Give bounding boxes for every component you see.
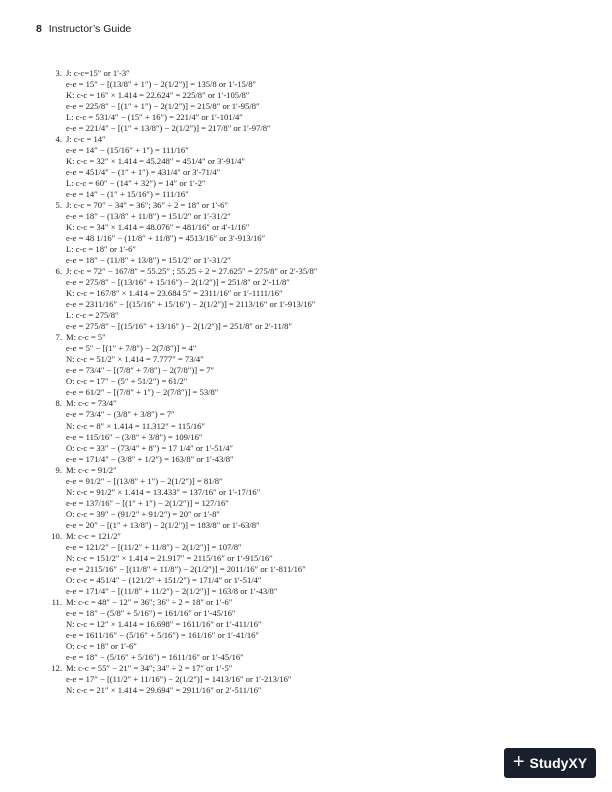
solution-line: J: c-c=15″ or 1′-3″ bbox=[66, 68, 130, 78]
solution-line: J: c-c = 72″ − 167/8″ = 55.25″ ; 55.25 ÷ 2 = 27.625″ = 275/8″ or 2′-35/8″ bbox=[66, 266, 318, 277]
problem-number: 4. bbox=[55, 134, 62, 145]
problem-block bbox=[48, 597, 568, 663]
problem-block bbox=[48, 266, 568, 332]
solution-line: e-e = 221/4″ − [(1″ + 13/8″) − 2(1/2″)] = 217/8″ or 1′-97/8″ bbox=[66, 123, 271, 134]
problem-first-line bbox=[48, 531, 568, 542]
solution-line: e-e = 91/2″ − [(13/8″ + 1″) − 2(1/2″)] = 81/8″ bbox=[66, 475, 223, 486]
solution-line: N: c-c = 21″ × 1.414 = 29.694″ = 2911/16″ or 2′-511/16″ bbox=[66, 684, 262, 695]
problem-block bbox=[48, 465, 568, 531]
solution-line: O: c-c = 18″ or 1′-6″ bbox=[66, 640, 137, 651]
solution-line: N: c-c = 51/2″ × 1.414 = 7.777″ = 73/4″ bbox=[66, 354, 204, 365]
problem-first-line bbox=[48, 663, 568, 674]
solution-line: L: c-c = 18″ or 1′-6″ bbox=[66, 244, 136, 255]
solution-line: K: c-c = 32″ × 1.414 = 45.248″ = 451/4″ or 3′-91/4″ bbox=[66, 156, 246, 167]
solution-line: M: c-c = 5″ bbox=[66, 332, 106, 343]
problem-block bbox=[48, 68, 568, 134]
solution-line: M: c-c = 121/2″ bbox=[66, 530, 121, 541]
problem-number: 6. bbox=[55, 266, 62, 277]
solution-line: e-e = 18″ − (5/8″ + 5/16″) = 161/16″ or 1′-45/16″ bbox=[66, 607, 236, 618]
solution-line: e-e = 15″ − [(13/8″ + 1″) − 2(1/2″)] = 135/8 or 1′-15/8″ bbox=[66, 79, 257, 90]
problem-number: 11. bbox=[51, 596, 62, 607]
solution-line: N: c-c = 91/2″ × 1.414 = 13.433″ = 137/16″ or 1′-17/16″ bbox=[66, 486, 261, 497]
solution-line: e-e = 48 1/16″ − (11/8″ + 11/8″) = 4513/16″ or 3′-913/16″ bbox=[66, 233, 266, 244]
solution-line: e-e = 18″ − (11/8″ + 13/8″) = 151/2″ or 1′-31/2″ bbox=[66, 255, 231, 266]
problem-number: 7. bbox=[55, 332, 62, 343]
problem-block bbox=[48, 134, 568, 200]
studyxy-badge[interactable] bbox=[504, 748, 596, 778]
solution-line: N: c-c = 8″ × 1.414 = 11.312″ = 115/16″ bbox=[66, 420, 206, 431]
problem-first-line bbox=[48, 266, 568, 277]
solution-line: J: c-c = 70″ − 34″ = 36″; 36″ ÷ 2 = 18″ or 1′-6″ bbox=[66, 200, 229, 211]
problem-block bbox=[48, 531, 568, 597]
solution-line: e-e = 171/4″ − [(11/8″ + 11/2″) − 2(1/2″)] = 163/8 or 1′-43/8″ bbox=[66, 585, 278, 596]
solution-line: O: c-c = 33″ − (73/4″ + 8″) = 17 1/4″ or 1′-51/4″ bbox=[66, 442, 234, 453]
solution-line: e-e = 115/16″ − (3/8″ + 3/8″) = 109/16″ bbox=[66, 431, 203, 442]
solution-line: e-e = 171/4″ − (3/8″ + 1/2″) = 163/8″ or 1′-43/8″ bbox=[66, 453, 234, 464]
problem-first-line bbox=[48, 134, 568, 145]
solution-line: L: c-c = 275/8″ bbox=[66, 310, 119, 321]
solution-line: e-e = 275/8″ − [(15/16″ + 13/16″ ) − 2(1/2″)] = 251/8″ or 2′-11/8″ bbox=[66, 321, 293, 332]
solution-line: L: c-c = 531/4″ − (15″ + 16″) = 221/4″ or 1′-101/4″ bbox=[66, 112, 243, 123]
solution-line: M: c-c = 73/4″ bbox=[66, 398, 117, 409]
solution-line: e-e = 73/4″ − [(7/8″ + 7/8″) − 2(7/8″)] = 7″ bbox=[66, 365, 215, 376]
problem-first-line bbox=[48, 200, 568, 211]
solution-line: K: c-c = 34″ × 1.414 = 48.076″ = 481/16″ or 4′-1/16″ bbox=[66, 222, 250, 233]
problem-number: 10. bbox=[51, 530, 62, 541]
solution-line: J: c-c = 14″ bbox=[66, 134, 106, 145]
solution-line: e-e = 451/4″ − (1″ + 1″) = 431/4″ or 3′-71/4″ bbox=[66, 167, 221, 178]
solution-line: O: c-c = 39″ − (91/2″ + 91/2″) = 20″ or 1′-8″ bbox=[66, 508, 220, 519]
solution-line: e-e = 18″ − (5/16″ + 5/16″) = 1611/16″ or 1′-45/16″ bbox=[66, 651, 244, 662]
solution-line: e-e = 2115/16″ − [(11/8″ + 11/8″) − 2(1/2″)] = 2011/16″ or 1′-811/16″ bbox=[66, 563, 306, 574]
problem-number: 5. bbox=[55, 200, 62, 211]
solution-line: M: c-c = 48″ − 12″ = 36″; 36″ ÷ 2 = 18″ or 1′-6″ bbox=[66, 596, 233, 607]
problem-first-line bbox=[48, 68, 568, 79]
problem-number: 8. bbox=[55, 398, 62, 409]
solution-line: K: c-c = 167/8″ × 1.414 = 23.684 5″ = 2311/16″ or 1′-1111/16″ bbox=[66, 288, 283, 299]
problem-block bbox=[48, 398, 568, 464]
solution-line: O: c-c = 451/4″ − (121/2″ + 151/2″) = 171/4″ or 1′-51/4″ bbox=[66, 574, 262, 585]
solution-line: e-e = 18″ − (13/8″ + 11/8″) = 151/2″ or 1′-31/2″ bbox=[66, 211, 231, 222]
problem-number: 9. bbox=[55, 464, 62, 475]
solution-line: e-e = 121/2″ − [(11/2″ + 11/8″) − 2(1/2″)] = 107/8″ bbox=[66, 541, 242, 552]
solution-line: e-e = 275/8″ − [(13/16″ + 15/16″) − 2(1/2″)] = 251/8″ or 2′-11/8″ bbox=[66, 277, 290, 288]
solution-line: e-e = 17″ − [(11/2″ + 11/16″) − 2(1/2″)] = 1413/16″ or 1′-213/16″ bbox=[66, 673, 292, 684]
solutions-list bbox=[48, 68, 568, 696]
solution-line: e-e = 14″ − (15/16″ + 1″) = 111/16″ bbox=[66, 145, 189, 156]
badge-label: StudyXY bbox=[529, 755, 588, 771]
solution-line: e-e = 225/8″ − [(1″ + 1″) − 2(1/2″)] = 215/8″ or 1′-95/8″ bbox=[66, 101, 260, 112]
plus-icon: + bbox=[512, 751, 525, 773]
problem-block bbox=[48, 663, 568, 696]
problem-number: 12. bbox=[51, 662, 62, 673]
problem-block bbox=[48, 200, 568, 266]
solution-line: e-e = 14″ − (1″ + 15/16″) = 111/16″ bbox=[66, 189, 189, 200]
solution-line: O: c-c = 17″ − (5″ + 51/2″) = 61/2″ bbox=[66, 376, 188, 387]
solution-line: M: c-c = 91/2″ bbox=[66, 464, 117, 475]
problem-block bbox=[48, 332, 568, 398]
solution-line: N: c-c = 151/2″ × 1.414 = 21.917″ = 2115/16″ or 1′-915/16″ bbox=[66, 552, 273, 563]
solution-line: e-e = 73/4″ − (3/8″ + 3/8″) = 7″ bbox=[66, 409, 175, 420]
solution-line: M: c-c = 55″ − 21″ = 34″; 34″ ÷ 2 = 17″ or 1′-5″ bbox=[66, 662, 233, 673]
page-number: 8 bbox=[36, 23, 42, 35]
solution-line: L: c-c = 60″ − (14″ + 32″) = 14″ or 1′-2″ bbox=[66, 178, 206, 189]
solution-line: e-e = 2311/16″ − [(15/16″ + 15/16″) − 2(1/2″)] = 2113/16″ or 1′-913/16″ bbox=[66, 299, 316, 310]
problem-first-line bbox=[48, 332, 568, 343]
solution-line: e-e = 61/2″ − [(7/8″ + 1″) − 2(7/8″)] = 53/8″ bbox=[66, 387, 219, 398]
solution-line: e-e = 5″ − [(1″ + 7/8″) − 2(7/8″)] = 4″ bbox=[66, 343, 197, 354]
problem-first-line bbox=[48, 465, 568, 476]
solution-line: e-e = 137/16″ − [(1″ + 1″) − 2(1/2″)] = 127/16″ bbox=[66, 497, 229, 508]
page-header bbox=[36, 23, 131, 35]
problem-first-line bbox=[48, 597, 568, 608]
problem-first-line bbox=[48, 398, 568, 409]
solution-line: e-e = 20″ − [(1″ + 13/8″) − 2(1/2″)] = 183/8″ or 1′-63/8″ bbox=[66, 519, 260, 530]
solution-line: N: c-c = 12″ × 1.414 = 16.698″ = 1611/16″ or 1′-411/16″ bbox=[66, 618, 262, 629]
solution-line: K: c-c = 16″ × 1.414 = 22.624″ = 225/8″ or 1′-105/8″ bbox=[66, 90, 250, 101]
solution-line: e-e = 1611/16″ − (5/16″ + 5/16″) = 161/16″ or 1′-41/16″ bbox=[66, 629, 260, 640]
page-title: Instructor’s Guide bbox=[48, 23, 132, 35]
problem-number: 3. bbox=[55, 68, 62, 78]
